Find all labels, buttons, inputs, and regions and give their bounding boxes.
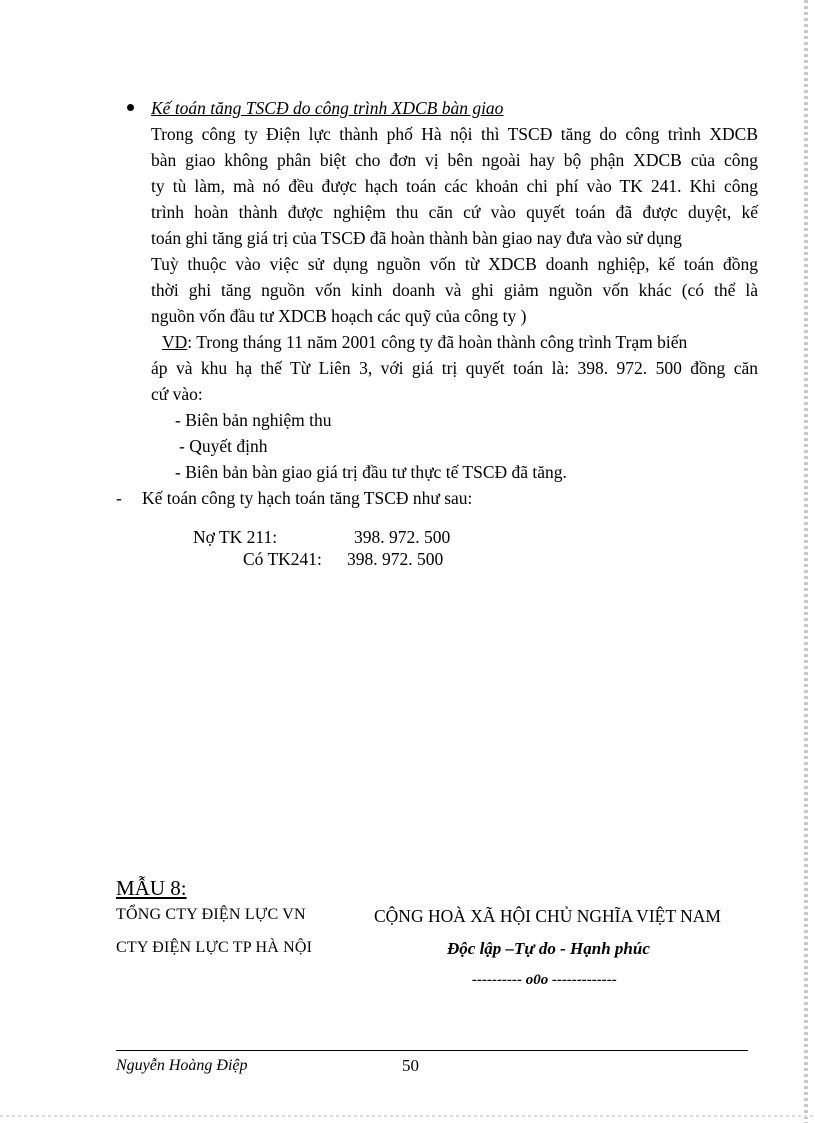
document-item: - Biên bản bàn giao giá trị đầu tư thực tế TSCĐ đã tăng.: [175, 462, 567, 482]
form-title: MẪU 8:: [116, 876, 187, 900]
motto-separator: ---------- o0o -------------: [472, 972, 617, 988]
example-text: : Trong tháng 11 năm 2001 công ty đã hoàn thành công trình Trạm biến: [187, 332, 688, 352]
paragraph-line: bàn giao không phân biệt cho đơn vị bên ngoài hay bộ phận XDCB của công: [151, 150, 758, 170]
accounting-note: Kế toán công ty hạch toán tăng TSCĐ như sau:: [142, 488, 473, 508]
document-item: - Biên bản nghiệm thu: [175, 410, 332, 430]
section-heading: Kế toán tăng TSCĐ do công trình XDCB bàn giao: [151, 98, 504, 118]
paragraph-line: ty tù làm, mà nó đều được hạch toán các khoản chi phí vào TK 241. Khi công: [151, 176, 758, 196]
example-line: cứ vào:: [151, 384, 203, 404]
footer-author: Nguyễn Hoàng Điệp: [116, 1057, 248, 1074]
national-motto: Độc lập –Tự do - Hạnh phúc: [447, 939, 650, 958]
document-item: - Quyết định: [179, 436, 268, 456]
page-number: 50: [402, 1056, 419, 1075]
example-line: áp và khu hạ thế Từ Liên 3, với giá trị quyết toán là: 398. 972. 500 đồng căn: [151, 358, 758, 378]
example-label: VD: [162, 332, 188, 352]
org-line-1: TỔNG CTY ĐIỆN LỰC VN: [116, 906, 306, 923]
entry-account: Nợ TK 211:: [193, 527, 278, 547]
paragraph-line: toán ghi tăng giá trị của TSCĐ đã hoàn thành bàn giao nay đưa vào sử dụng: [151, 228, 682, 248]
page-border-bottom: [0, 1115, 816, 1117]
example-line: [162, 329, 758, 355]
entry-account: Có TK241:: [243, 549, 322, 569]
paragraph-line: trình hoàn thành được nghiệm thu căn cứ vào quyết toán đã được duyệt, kế: [151, 202, 758, 222]
page-border-right: [804, 0, 808, 1123]
paragraph-line: nguồn vốn đầu tư XDCB hoạch các quỹ của công ty ): [151, 306, 527, 326]
national-title: CỘNG HOÀ XÃ HỘI CHỦ NGHĨA VIỆT NAM: [374, 906, 721, 926]
entry-amount: 398. 972. 500: [354, 527, 451, 547]
footer-rule: [116, 1050, 748, 1051]
paragraph-line: thời ghi tăng nguồn vốn kinh doanh và ghi giảm nguồn vốn khác (có thể là: [151, 280, 758, 300]
paragraph-line: Tuỳ thuộc vào việc sử dụng nguồn vốn từ XDCB doanh nghiệp, kế toán đồng: [151, 254, 758, 274]
paragraph-line: Trong công ty Điện lực thành phố Hà nội thì TSCĐ tăng do công trình XDCB: [151, 124, 758, 144]
bullet-icon: [127, 104, 134, 111]
org-line-2: CTY ĐIỆN LỰC TP HÀ NỘI: [116, 939, 313, 956]
entry-amount: 398. 972. 500: [347, 549, 444, 569]
dash-marker: -: [116, 488, 122, 508]
